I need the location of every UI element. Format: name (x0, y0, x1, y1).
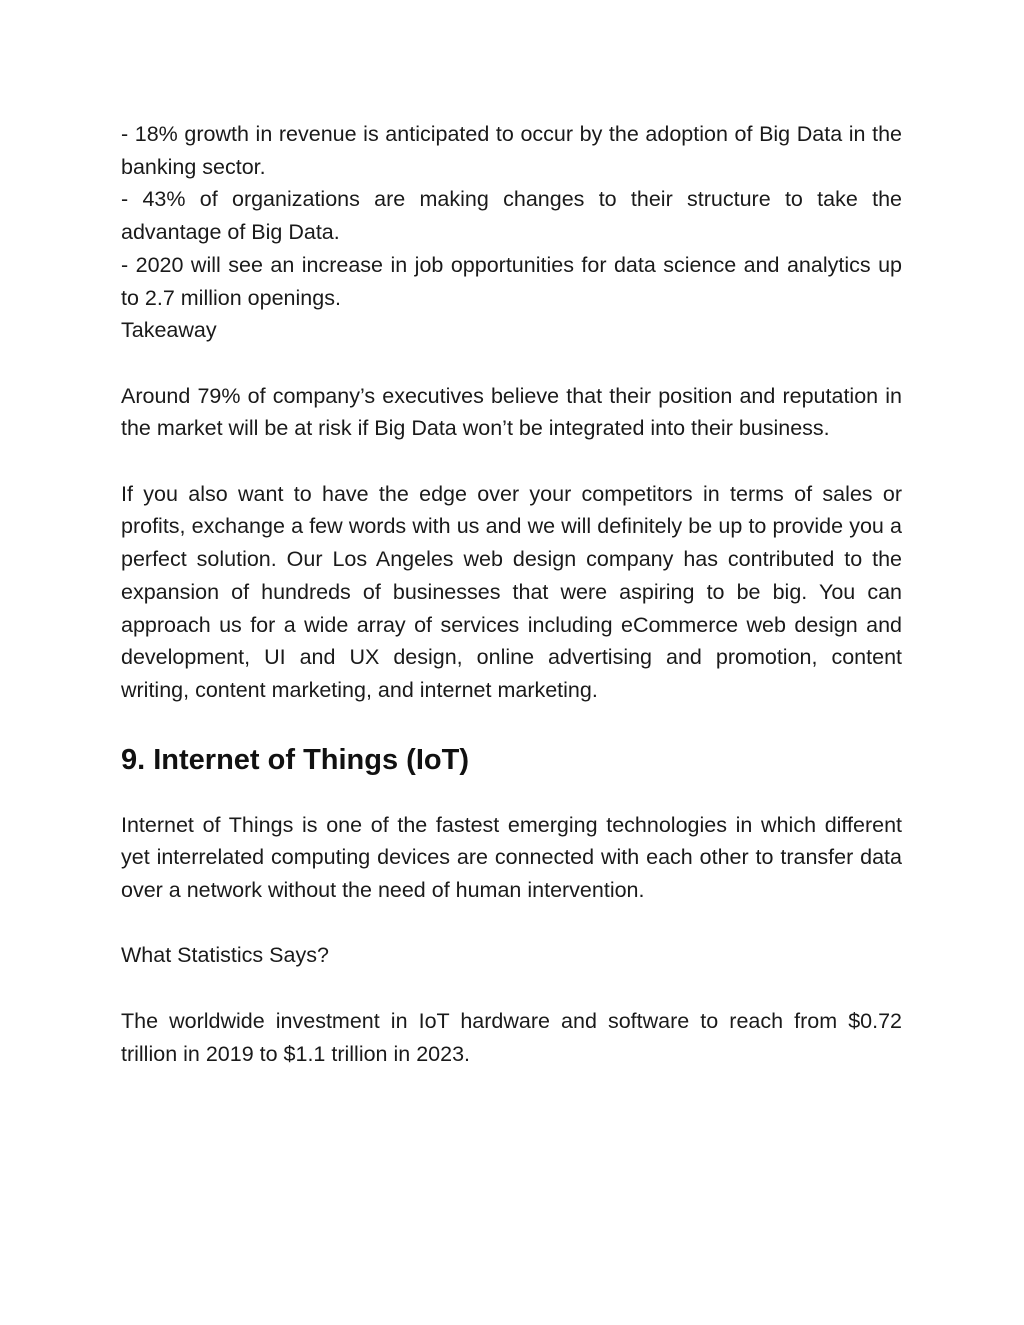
iot-intro-paragraph: Internet of Things is one of the fastest emerging technologies in which different yet interrelated computing devices are connected with each other to transfer data over a network without the need of human intervention. (121, 812, 902, 903)
takeaway-paragraph-services: If you also want to have the edge over your competitors in terms of sales or profits, exchange a few words with us and we will definitely be up to provide you a perfect solution. Our Los Angeles web design company has contributed to the expansion of hundreds of businesses that were aspiring to be big. You can approach us for a wide array of services including eCommerce web design and development, UI and UX design, online advertising and promotion, content writing, content marketing, and internet marketing. (121, 481, 902, 702)
bullet-revenue-growth: - 18% growth in revenue is anticipated to occur by the adoption of Big Data in the banking sector. (121, 122, 902, 179)
document-page (121, 118, 902, 1070)
takeaway-paragraph-executives: Around 79% of company’s executives believe that their position and reputation in the market will be at risk if Big Data won’t be integrated into their business. (121, 383, 902, 441)
iot-statistics-paragraph: The worldwide investment in IoT hardware and software to reach from $0.72 trillion in 2019 to $1.1 trillion in 2023. (121, 1008, 902, 1066)
statistics-label: What Statistics Says? (121, 943, 329, 968)
section-heading-iot: 9. Internet of Things (IoT) (121, 743, 469, 776)
bullet-job-opportunities: - 2020 will see an increase in job opportunities for data science and analytics up to 2.7 million openings. (121, 252, 902, 310)
bullet-organization-structure: - 43% of organizations are making changes to their structure to take the advantage of Big Data. (121, 187, 902, 245)
takeaway-label: Takeaway (121, 318, 217, 343)
